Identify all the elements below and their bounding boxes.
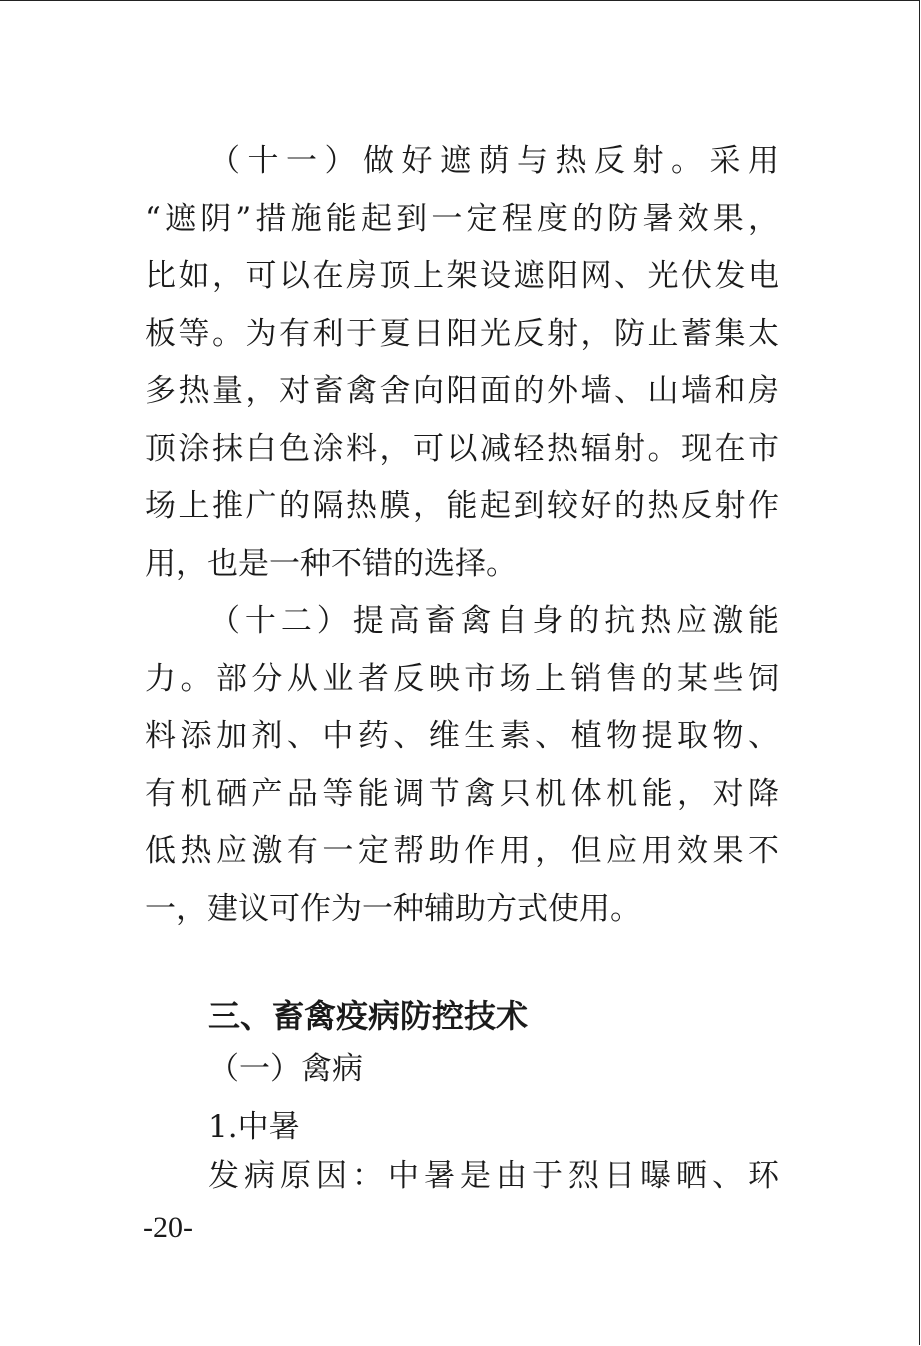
page-number: -20- [143, 1211, 193, 1244]
paragraph-line: 力。部分从业者反映市场上销售的某些饲 [145, 660, 779, 697]
paragraph-line: 料添加剂、中药、维生素、植物提取物、 [145, 718, 779, 754]
subsection-heading: （一）禽病 [208, 1051, 363, 1087]
paragraph-shade-heat-reflection [145, 133, 779, 593]
section-heading: 三、畜禽疫病防控技术 [208, 997, 529, 1035]
paragraph-line: （十一）做好遮荫与热反射。采用 [209, 143, 779, 179]
paragraph-line: 板等。为有利于夏日阳光反射，防止蓄集太 [145, 315, 779, 352]
paragraph-line: （十二）提高畜禽自身的抗热应激能 [209, 603, 779, 639]
paragraph-line: 用，也是一种不错的选择。 [145, 545, 517, 582]
paragraph-heat-stress-resistance [145, 593, 779, 938]
item-heading: 1.中暑 [208, 1109, 300, 1145]
paragraph-line: 场上推广的隔热膜，能起到较好的热反射作 [145, 488, 779, 524]
paragraph-line: 低热应激有一定帮助作用，但应用效果不 [145, 833, 779, 869]
paragraph-line: 一，建议可作为一种辅助方式使用。 [145, 890, 641, 927]
paragraph-line: 多热量，对畜禽舍向阳面的外墙、山墙和房 [145, 373, 779, 409]
paragraph-line: 比如，可以在房顶上架设遮阳网、光伏发电 [145, 258, 779, 294]
paragraph-line: “遮阴”措施能起到一定程度的防暑效果， [145, 200, 779, 237]
paragraph-line: 有机硒产品等能调节禽只机体机能，对降 [145, 775, 779, 812]
paragraph-line: 顶涂抹白色涂料，可以减轻热辐射。现在市 [145, 430, 779, 467]
cause-text: 发病原因：中暑是由于烈日曝晒、环 [208, 1158, 779, 1194]
